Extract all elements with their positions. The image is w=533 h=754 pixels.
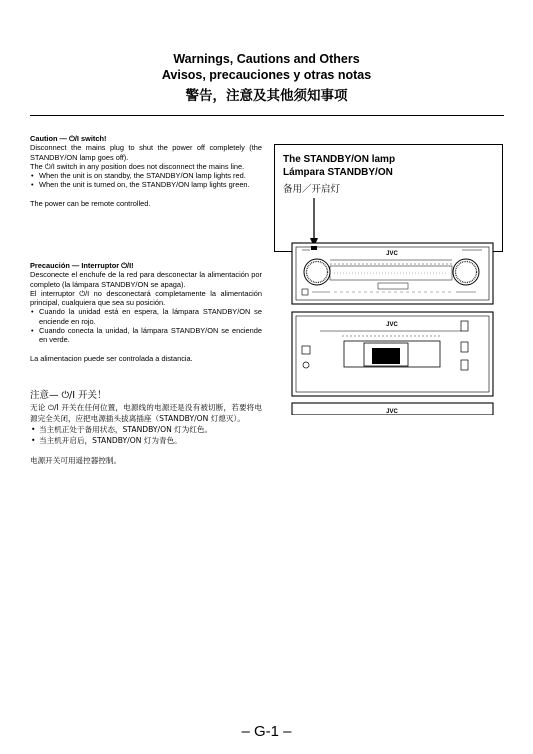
- spanish-bullets: [30, 307, 262, 344]
- top-unit: [292, 243, 493, 304]
- chinese-bullets: [30, 424, 262, 446]
- english-para-2: The ⏻/I switch in any position does not disconnect the mains line.: [30, 161, 245, 171]
- english-heading: Caution — ⏻/I switch!: [30, 134, 107, 143]
- chinese-bullet: • 当主机正处于备用状态，STANDBY/ON 灯为红色。: [30, 424, 262, 435]
- chinese-section: [30, 389, 262, 466]
- stereo-system-illustration: [280, 190, 505, 415]
- english-bullet: • When the unit is on standby, the STANDBY/ON lamp lights red.: [30, 171, 262, 180]
- spanish-para-1: Desconecte el enchufe de la red para desconectar la alimentación por completo (la lámpara STANDBY/ON se apaga).: [30, 270, 262, 289]
- cd-window: [372, 348, 400, 364]
- english-section: [30, 134, 262, 208]
- brand-logo-bottom: JVC: [386, 409, 398, 415]
- callout-label-spanish: Lámpara STANDBY/ON: [283, 167, 393, 178]
- header-divider: [30, 115, 504, 116]
- english-bullets: [30, 171, 262, 190]
- middle-unit: [292, 312, 493, 396]
- chinese-para-1: 无论 ⏻/I 开关在任何位置，电源线的电源还是没有被切断，若要将电源完全关闭，应把电源插头拔离插座（STANDBY/ON 灯熄灭）。: [30, 403, 262, 423]
- english-bullet: • When the unit is turned on, the STANDBY/ON lamp lights green.: [30, 180, 262, 189]
- callout-label-chinese: 备用／开启灯: [283, 184, 341, 195]
- callout-label-english: The STANDBY/ON lamp: [283, 154, 396, 165]
- english-para-1: Disconnect the mains plug to shut the power off completely (the STANDBY/ON lamp goes off).: [30, 143, 262, 162]
- spanish-para-2: El interruptor ⏻/I no desconectará completamente la alimentación principal, cualquiera que sea su posición.: [30, 288, 262, 308]
- spanish-section: [30, 261, 262, 363]
- brand-logo-top: JVC: [386, 251, 398, 257]
- spanish-note: La alimentacion puede ser controlada a distancia.: [30, 353, 193, 363]
- spanish-bullet: • Cuando conecta la unidad, la lámpara STANDBY/ON se enciende en verde.: [30, 326, 262, 345]
- standby-lamp: [311, 246, 317, 250]
- bottom-unit: [292, 403, 493, 415]
- english-note: The power can be remote controlled.: [30, 198, 151, 208]
- volume-knob-icon: [453, 259, 479, 285]
- chinese-bullet: • 当主机开启后，STANDBY/ON 灯为青色。: [30, 435, 262, 446]
- spanish-heading: Precaución — Interruptor ⏻/I!: [30, 261, 134, 270]
- left-knob-icon: [304, 259, 330, 285]
- spanish-bullet: • Cuando la unidad está en espera, la lámpara STANDBY/ON se enciende en rojo.: [30, 307, 262, 326]
- page-number: – G-1 –: [241, 723, 292, 740]
- title-spanish: Avisos, precauciones y otras notas: [161, 68, 372, 82]
- brand-logo-middle: JVC: [386, 322, 398, 328]
- title-chinese: 警告，注意及其他须知事项: [185, 88, 348, 104]
- chinese-heading: 注意— ⏻/I 开关！: [30, 390, 107, 401]
- title-english: Warnings, Cautions and Others: [173, 52, 360, 66]
- chinese-note: 电源开关可用遥控器控制。: [30, 456, 122, 465]
